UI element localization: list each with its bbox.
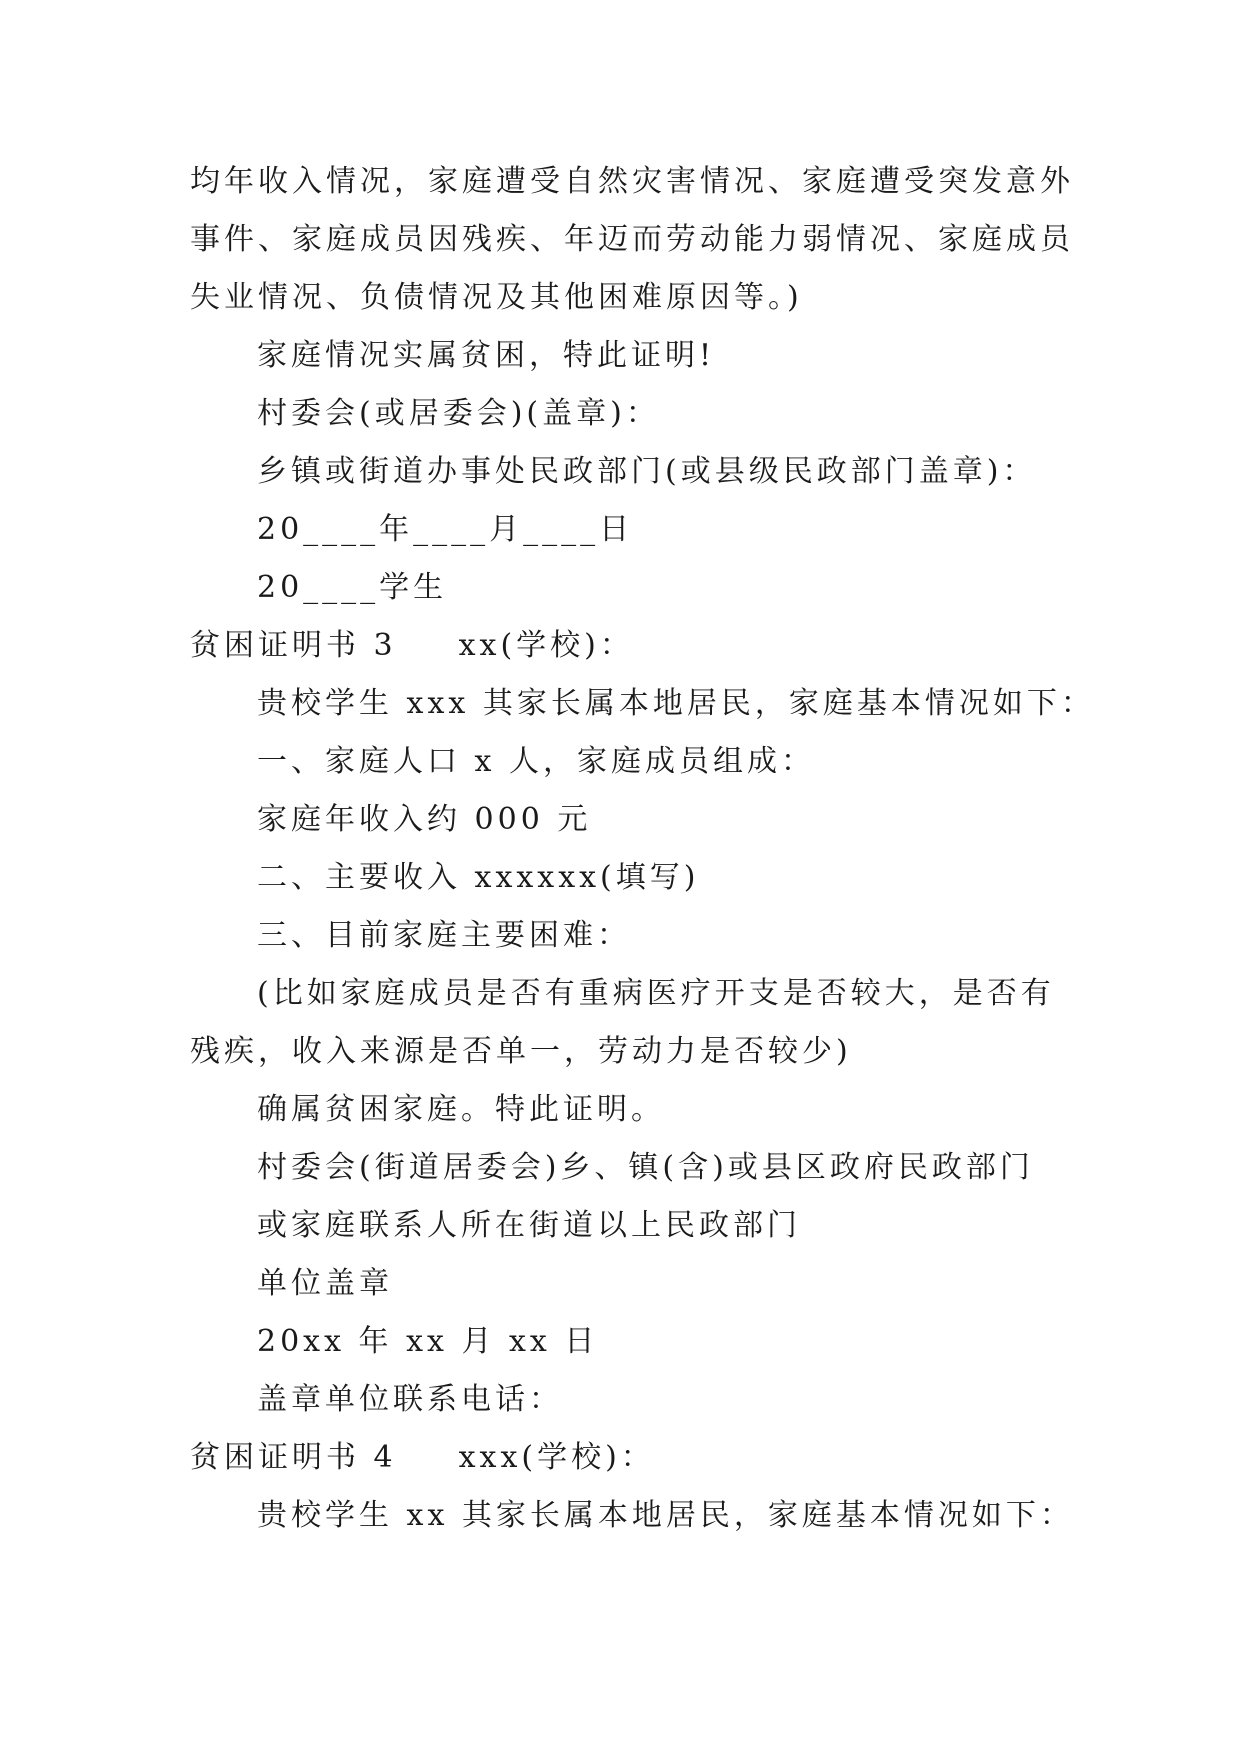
paragraph-line: 家庭年收入约 000 元	[257, 802, 592, 837]
section-4-salutation: xxx(学校)：	[458, 1440, 655, 1475]
paragraph-line: 失业情况、负债情况及其他困难原因等。)	[190, 280, 803, 315]
civil-affairs-seal-line: 乡镇或街道办事处民政部门(或县级民政部门盖章)：	[257, 454, 1037, 489]
date-line: 20____年____月____日	[257, 512, 634, 547]
paragraph-line: 事件、家庭成员因残疾、年迈而劳动能力弱情况、家庭成员	[190, 222, 1074, 257]
paragraph-line: 残疾，收入来源是否单一，劳动力是否较少)	[190, 1034, 852, 1069]
student-line: 20____学生	[257, 570, 448, 605]
paragraph-line: 三、目前家庭主要困难：	[257, 918, 631, 953]
paragraph-line: 一、家庭人口 x 人，家庭成员组成：	[257, 744, 815, 779]
section-3-salutation: xx(学校)：	[458, 628, 634, 663]
section-3-title: 贫困证明书 3	[190, 628, 397, 663]
paragraph-line: 贵校学生 xx 其家长属本地居民，家庭基本情况如下：	[257, 1498, 1074, 1533]
certification-statement: 确属贫困家庭。特此证明。	[257, 1092, 665, 1127]
paragraph-line: 村委会(街道居委会)乡、镇(含)或县区政府民政部门	[257, 1150, 1034, 1185]
contact-phone-line: 盖章单位联系电话：	[257, 1382, 563, 1417]
section-4-heading	[190, 1436, 655, 1480]
section-4-title: 贫困证明书 4	[190, 1440, 397, 1475]
date-line: 20xx 年 xx 月 xx 日	[257, 1324, 599, 1359]
seal-line: 单位盖章	[257, 1266, 393, 1301]
paragraph-line: 均年收入情况，家庭遭受自然灾害情况、家庭遭受突发意外	[190, 164, 1074, 199]
paragraph-line: 或家庭联系人所在街道以上民政部门	[257, 1208, 801, 1243]
village-committee-seal-line: 村委会(或居委会)(盖章)：	[257, 396, 660, 431]
paragraph-line: (比如家庭成员是否有重病医疗开支是否较大，是否有	[257, 976, 1055, 1011]
certification-statement: 家庭情况实属贫困，特此证明!	[257, 338, 716, 373]
paragraph-line: 二、主要收入 xxxxxx(填写)	[257, 860, 700, 895]
paragraph-line: 贵校学生 xxx 其家长属本地居民，家庭基本情况如下：	[257, 686, 1095, 721]
section-3-heading	[190, 624, 634, 668]
